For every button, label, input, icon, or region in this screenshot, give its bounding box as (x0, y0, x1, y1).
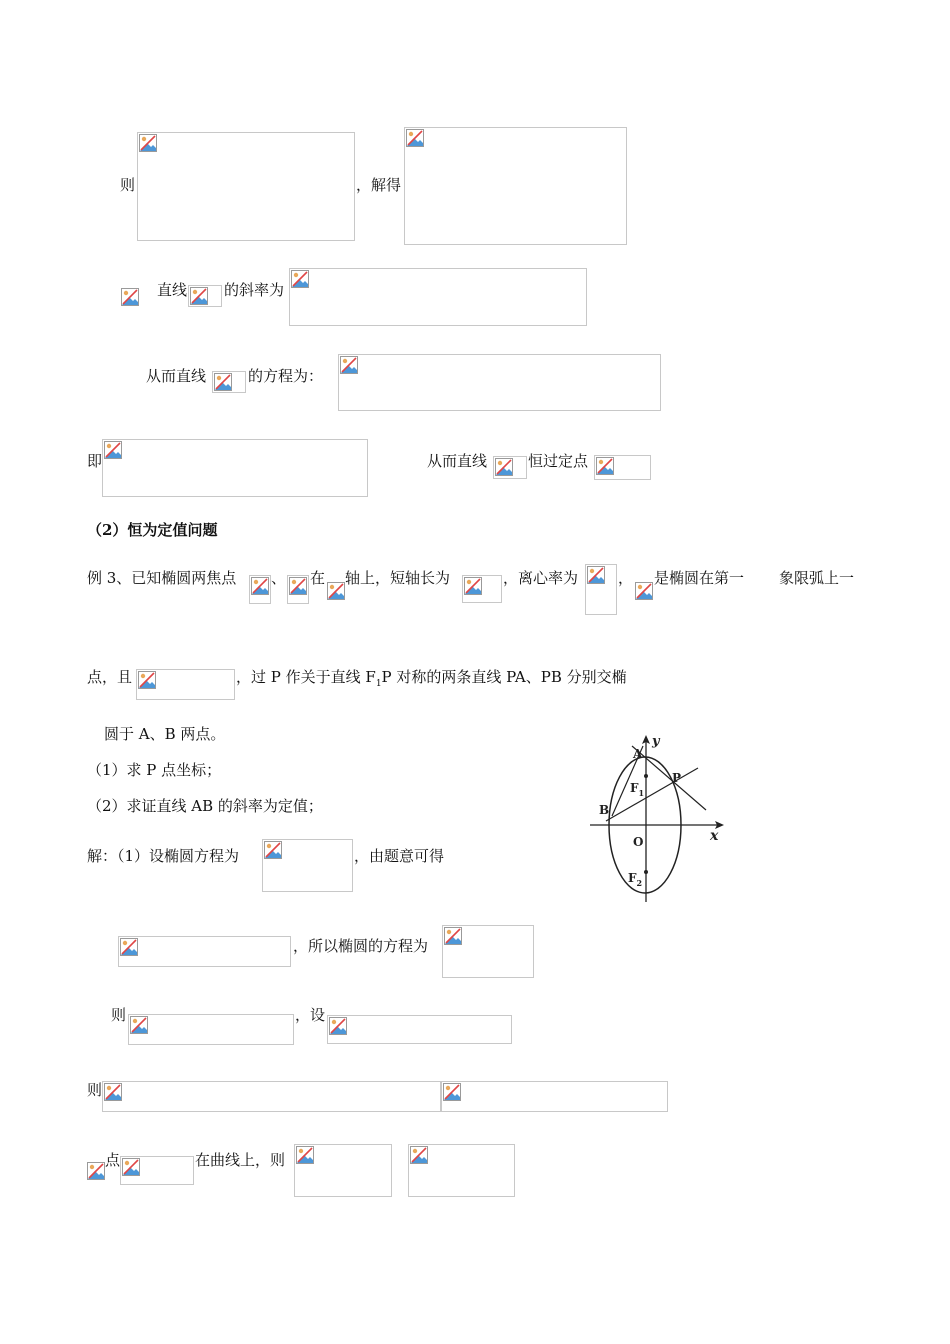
text-xielv: 的斜率为 (224, 281, 285, 299)
formula-image (594, 455, 651, 480)
text-sol3-she: ，设 (295, 1006, 326, 1024)
broken-image-icon (327, 582, 345, 600)
text-ex3-xiang: 象限弧上一 (779, 569, 855, 587)
broken-image-icon (587, 566, 605, 584)
broken-image-icon (122, 1158, 140, 1176)
text-jiede: ，解得 (356, 176, 402, 194)
text-sol1: 解：（1）设椭圆方程为 (87, 847, 240, 865)
text-ex3-yuan: 圆于 A、B 两点。 (104, 725, 226, 743)
text-ze-1: 则 (120, 176, 136, 194)
broken-image-icon (121, 288, 139, 306)
text-fangcheng: 的方程为： (248, 367, 324, 385)
text-congerzhixian-2: 从而直线 (427, 452, 488, 470)
figure-label-a: A (633, 747, 643, 761)
figure-label-o: O (633, 835, 644, 849)
text-congerzhixian: 从而直线 (146, 367, 207, 385)
text-sol1b: ，由题意可得 (354, 847, 445, 865)
text-ex3-guo-a: ，过 P 作关于直线 F (236, 668, 376, 686)
formula-image (118, 936, 291, 967)
text-ex3-guo-b: P 对称的两条直线 PA、PB 分别交椭 (381, 668, 627, 686)
text-ex3-dun: 、 (271, 569, 287, 587)
figure-axis-x: x (710, 828, 719, 844)
figure-axis-y: y (652, 734, 660, 749)
formula-image (338, 354, 661, 411)
figure-label-f2: $F_2$ (628, 871, 643, 888)
broken-image-icon (464, 577, 482, 595)
figure-label-p: P (672, 771, 682, 785)
formula-image (249, 575, 271, 604)
section-heading: （2）恒为定值问题 (87, 521, 218, 539)
text-zhixian: 直线 (157, 281, 188, 299)
broken-image-icon (444, 927, 462, 945)
text-sol5-zai: 在曲线上，则 (195, 1151, 286, 1169)
text-sol5-dian: 点 (105, 1151, 121, 1169)
figure-label-f1: $F_1$ (630, 781, 645, 798)
formula-image (287, 575, 309, 604)
text-sol4-ze: 则 (87, 1081, 103, 1099)
ellipse-figure (586, 730, 732, 906)
text-ex3-shi: 是椭圆在第一 (654, 569, 745, 587)
broken-image-icon (130, 1016, 148, 1034)
formula-image (442, 925, 534, 978)
broken-image-icon (87, 1162, 105, 1180)
text-ex3-zhou: 轴上，短轴长为 (345, 569, 451, 587)
formula-image (289, 268, 587, 326)
text-ex3-a: 例 3、已知椭圆两焦点 (87, 569, 237, 587)
formula-image (120, 1156, 194, 1185)
broken-image-icon (596, 457, 614, 475)
broken-image-icon (410, 1146, 428, 1164)
text-ex3-dian: 点，且 (87, 668, 133, 686)
broken-image-icon (635, 582, 653, 600)
formula-image (404, 127, 627, 245)
text-ji: 即 (87, 452, 103, 470)
formula-image (102, 1081, 441, 1112)
text-ex3-lixin: ，离心率为 (503, 569, 579, 587)
formula-image (493, 456, 527, 479)
text-hengguo: 恒过定点 (528, 452, 589, 470)
broken-image-icon (138, 671, 156, 689)
formula-image (462, 575, 502, 603)
broken-image-icon (264, 841, 282, 859)
question-1: （1）求 P 点坐标； (87, 761, 222, 779)
formula-image (137, 132, 355, 241)
formula-image (294, 1144, 392, 1197)
text-sol3-ze: 则 (111, 1006, 127, 1024)
broken-image-icon (289, 577, 307, 595)
broken-image-icon (329, 1017, 347, 1035)
broken-image-icon (120, 938, 138, 956)
formula-image (188, 285, 222, 307)
broken-image-icon (340, 356, 358, 374)
formula-image (262, 839, 353, 892)
broken-image-icon (214, 373, 232, 391)
question-2: （2）求证直线 AB 的斜率为定值； (87, 797, 323, 815)
broken-image-icon (251, 577, 269, 595)
text-ex3-guo (236, 668, 627, 693)
broken-image-icon (104, 1083, 122, 1101)
broken-image-icon (495, 458, 513, 476)
formula-image (136, 669, 235, 700)
formula-image (441, 1081, 668, 1112)
formula-image (128, 1014, 294, 1045)
broken-image-icon (139, 134, 157, 152)
broken-image-icon (291, 270, 309, 288)
formula-image (585, 564, 617, 615)
broken-image-icon (443, 1083, 461, 1101)
figure-label-b: B (599, 803, 610, 817)
text-ex3-zai: 在 (310, 569, 326, 587)
formula-image (102, 439, 368, 497)
formula-image (327, 1015, 512, 1044)
broken-image-icon (104, 441, 122, 459)
broken-image-icon (296, 1146, 314, 1164)
text-sol2: ，所以椭圆的方程为 (293, 937, 429, 955)
broken-image-icon (190, 287, 208, 305)
text-ex3-comma: ， (618, 569, 634, 587)
formula-image (408, 1144, 515, 1197)
subscript-1: 1 (375, 679, 382, 689)
broken-image-icon (406, 129, 424, 147)
formula-image (212, 371, 246, 393)
